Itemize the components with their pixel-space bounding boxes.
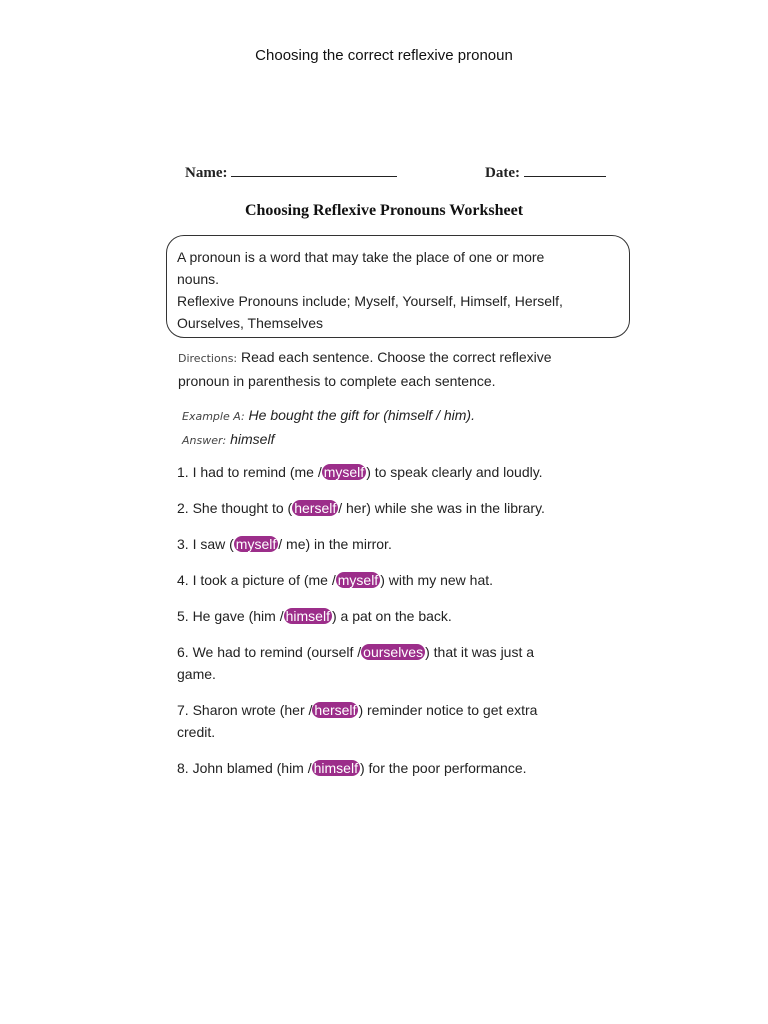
question-text-before: 4. I took a picture of (me / [177,572,336,588]
question-8 [177,757,627,779]
name-field [185,161,397,182]
question-text-after: ) a pat on the back. [331,608,452,624]
answer-highlight: himself [313,760,358,776]
question-text-after: / her) while she was in the library. [338,500,545,516]
question-7 [177,699,627,743]
question-3 [177,533,627,555]
example-answer: himself [230,431,275,447]
question-5 [177,605,627,627]
directions-text-1: Read each sentence. Choose the correct reflexive [241,349,552,365]
question-text-after: / me) in the mirror. [278,536,392,552]
question-text-before: 6. We had to remind (ourself / [177,644,362,660]
name-blank[interactable] [231,161,397,177]
question-2 [177,497,627,519]
question-1 [177,461,627,483]
question-text-after: ) that it was just a [425,644,535,660]
info-line-4: Ourselves, Themselves [177,315,324,331]
question-6 [177,641,627,685]
info-line-2: nouns. [177,271,220,287]
question-text-after: ) reminder notice to get extra [358,702,538,718]
question-text-after: ) to speak clearly and loudly. [366,464,543,480]
example-sentence: He bought the gift for (himself / him). [248,407,475,423]
answer-highlight: myself [235,536,277,552]
worksheet-title: Choosing Reflexive Pronouns Worksheet [244,202,524,219]
directions [178,346,638,392]
info-line-1: A pronoun is a word that may take the place of one or more [177,249,545,265]
question-text-before: 3. I saw ( [177,536,234,552]
name-label: Name: [185,165,228,181]
answer-label: Answer: [182,434,227,447]
question-text-before: 2. She thought to ( [177,500,293,516]
date-blank[interactable] [524,161,606,177]
date-label: Date: [485,165,520,181]
answer-highlight: herself [294,500,337,516]
example-label: Example A: [182,410,245,423]
question-text-before: 1. I had to remind (me / [177,464,322,480]
directions-text-2: pronoun in parenthesis to complete each sentence. [178,373,496,389]
question-text-before: 5. He gave (him / [177,608,284,624]
info-line-3: Reflexive Pronouns include; Myself, Yourself, Himself, Herself, [177,293,563,309]
example [182,404,642,452]
question-4 [177,569,627,591]
answer-highlight: herself [314,702,357,718]
question-text-after: ) for the poor performance. [359,760,527,776]
info-box [166,235,630,338]
question-text-before: 8. John blamed (him / [177,760,312,776]
page-heading: Choosing the correct reflexive pronoun [255,47,513,64]
question-text-continued: game. [177,666,216,682]
answer-highlight: ourselves [363,644,424,660]
question-text-before: 7. Sharon wrote (her / [177,702,313,718]
answer-highlight: myself [337,572,379,588]
directions-label: Directions: [178,352,238,365]
answer-highlight: himself [285,608,330,624]
date-field [485,161,606,182]
question-text-continued: credit. [177,724,216,740]
question-text-after: ) with my new hat. [380,572,494,588]
answer-highlight: myself [323,464,365,480]
